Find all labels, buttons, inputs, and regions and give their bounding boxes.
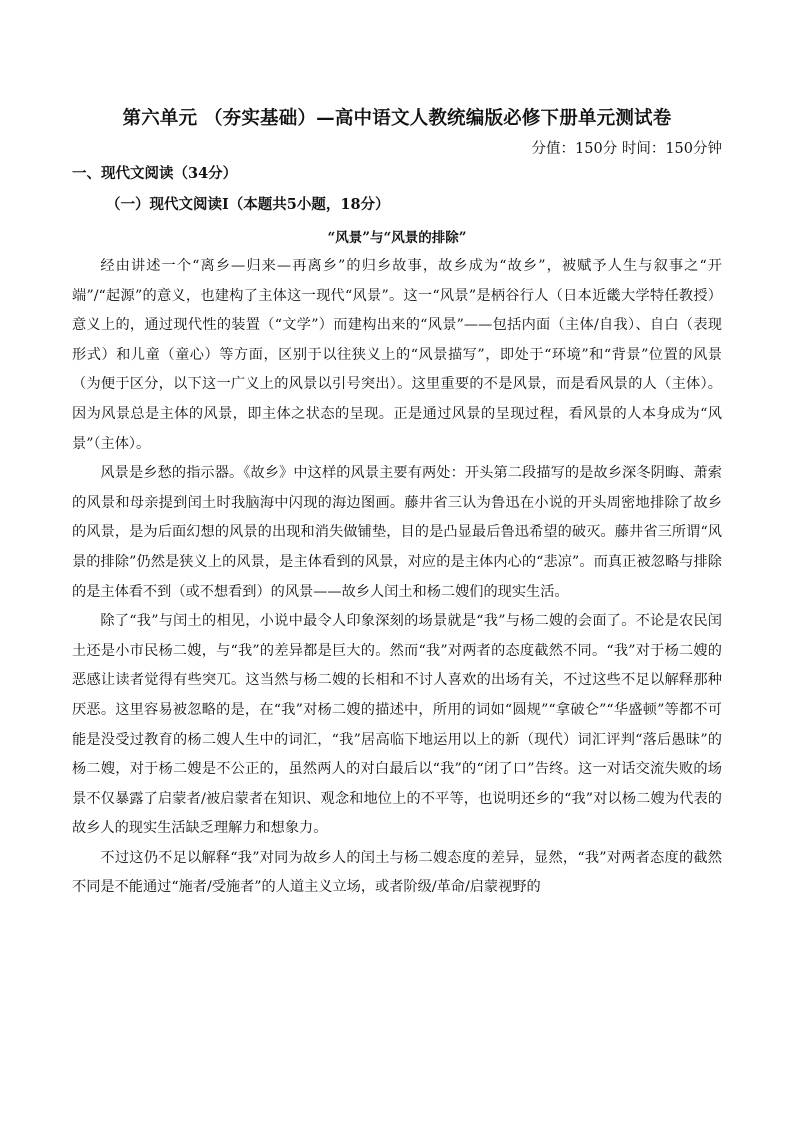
paragraph: 不过这仍不足以解释“我”对同为故乡人的闰土与杨二嫂态度的差异，显然，“我”对两者态度的截然不同是不能通过“施者/受施者”的人道主义立场，或者阶级/革命/启蒙视野的 bbox=[72, 849, 722, 896]
article-body bbox=[72, 252, 722, 903]
subsection-heading: （一）现代文阅读Ⅰ（本题共5小题，18分） bbox=[106, 196, 390, 213]
paragraph: 除了“我”与闰土的相见，小说中最令人印象深刻的场景就是“我”与杨二嫂的会面了。不论是农民闰土还是小市民杨二嫂，与“我”的差异都是巨大的。然而“我”对两者的态度截然不同。“我”对于杨二嫂的恶感让读者觉得有些突兀。这当然与杨二嫂的长相和不讨人喜欢的出场有关，不过这些不足以解释那种厌恶。这里容易被忽略的是，在“我”对杨二嫂的描述中，所用的词如“圆规”“拿破仑”“华盛顿”等都不可能是没受过教育的杨二嫂人生中的词汇，“我”居高临下地运用以上的新（现代）词汇评判“落后愚昧”的杨二嫂，对于杨二嫂是不公正的，虽然两人的对白最后以“我”的“闭了口”告终。这一对话交流失败的场景不仅暴露了启蒙者/被启蒙者在知识、观念和地位上的不平等，也说明还乡的“我”对以杨二嫂为代表的故乡人的现实生活缺乏理解力和想象力。 bbox=[72, 613, 722, 837]
article-title: “风景”与“风景的排除” bbox=[327, 230, 467, 246]
paragraph: 风景是乡愁的指示器。《故乡》中这样的风景主要有两处：开头第二段描写的是故乡深冬阴晦、萧索的风景和母亲提到闰土时我脑海中闪现的海边图画。藤井省三认为鲁迅在小说的开头周密地排除了故乡的风景，是为后面幻想的风景的出现和消失做铺垫，目的是凸显最后鲁迅希望的破灭。藤井省三所谓“风景的排除”仍然是狭义上的风景，是主体看到的风景，对应的是主体内心的“悲凉”。而真正被忽略与排除的是主体看不到（或不想看到）的风景——故乡人闰土和杨二嫂们的现实生活。 bbox=[72, 465, 722, 600]
section-heading: 一、现代文阅读（34分） bbox=[72, 165, 238, 182]
page-title: 第六单元 （夯实基础）—高中语文人教统编版必修下册单元测试卷 bbox=[122, 108, 672, 129]
exam-meta: 分值：150分 时间：150分钟 bbox=[531, 141, 722, 157]
paragraph: 经由讲述一个“离乡—归来—再离乡”的归乡故事，故乡成为“故乡”，被赋予人生与叙事之“开端”/“起源”的意义，也建构了主体这一现代“风景”。这一“风景”是柄谷行人（日本近畿大学特任教授）意义上的，通过现代性的装置（“文学”）而建构出来的“风景”——包括内面（主体/自我）、自白（表现形式）和儿童（童心）等方面，区别于以往狭义上的“风景描写”，即处于“环境”和“背景”位置的风景（为便于区分，以下这一广义上的风景以引号突出）。这里重要的不是风景，而是看风景的人（主体）。因为风景总是主体的风景，即主体之状态的呈现。正是通过风景的呈现过程，看风景的人本身成为“风景”（主体）。 bbox=[72, 258, 722, 452]
